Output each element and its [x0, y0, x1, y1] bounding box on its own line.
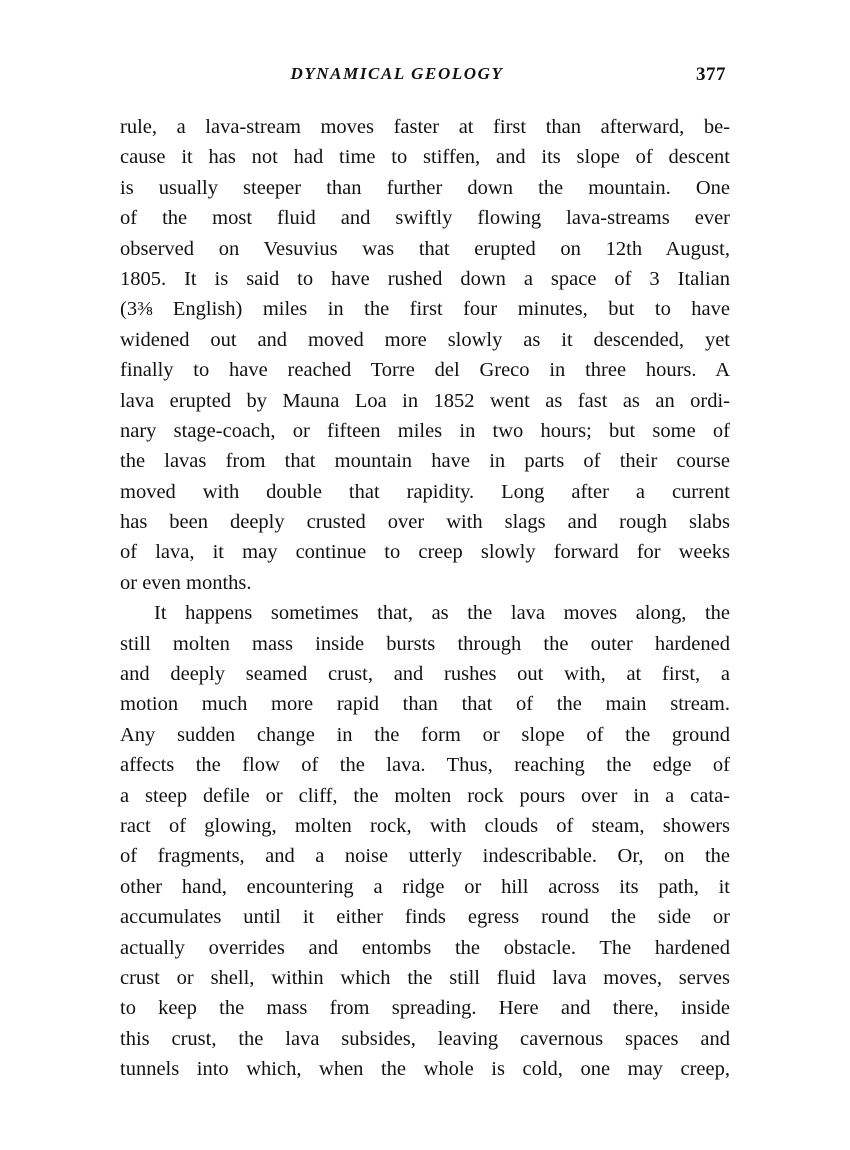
text-line: is usually steeper than further down the mountain. One	[120, 176, 730, 199]
text-line: lava erupted by Mauna Loa in 1852 went as fast as an ordi-	[120, 389, 730, 412]
text-line: actually overrides and entombs the obstacle. The hardened	[120, 936, 730, 959]
text-line: widened out and moved more slowly as it descended, yet	[120, 328, 730, 351]
body-text	[120, 112, 730, 1085]
text-line: Any sudden change in the form or slope of the ground	[120, 723, 730, 746]
text-line: or even months.	[120, 571, 252, 594]
paragraph-1	[120, 112, 730, 598]
text-line: rule, a lava-stream moves faster at first than afterward, be-	[120, 116, 730, 138]
text-line: ract of glowing, molten rock, with clouds of steam, showers	[120, 814, 730, 837]
text-line: cause it has not had time to stiffen, and its slope of descent	[120, 146, 730, 169]
text-line: moved with double that rapidity. Long after a current	[120, 480, 730, 503]
text-line: tunnels into which, when the whole is cold, one may creep,	[120, 1058, 730, 1081]
page-number: 377	[696, 64, 726, 85]
text-line: a steep defile or cliff, the molten rock pours over in a cata-	[120, 784, 730, 807]
text-line: and deeply seamed crust, and rushes out with, at first, a	[120, 663, 730, 686]
text-line: other hand, encountering a ridge or hill across its path, it	[120, 875, 730, 898]
text-line: observed on Vesuvius was that erupted on 12th August,	[120, 237, 730, 260]
text-line: 1805. It is said to have rushed down a space of 3 Italian	[120, 267, 730, 290]
text-line: It happens sometimes that, as the lava moves along, the	[154, 602, 730, 625]
text-line: finally to have reached Torre del Greco in three hours. A	[120, 359, 730, 382]
paragraph-2	[120, 598, 730, 1084]
running-head	[118, 64, 738, 94]
text-line: (3⅜ English) miles in the first four minutes, but to have	[120, 298, 730, 321]
text-line: motion much more rapid than that of the main stream.	[120, 693, 730, 716]
text-line: to keep the mass from spreading. Here and there, inside	[120, 997, 730, 1020]
text-line: of lava, it may continue to creep slowly forward for weeks	[120, 541, 730, 564]
text-line: of the most fluid and swiftly flowing lava-streams ever	[120, 207, 730, 230]
text-line: crust or shell, within which the still fluid lava moves, serves	[120, 966, 730, 989]
running-title: DYNAMICAL GEOLOGY	[290, 64, 504, 83]
text-line: the lavas from that mountain have in parts of their course	[120, 450, 730, 473]
text-line: affects the flow of the lava. Thus, reaching the edge of	[120, 754, 730, 777]
text-line: nary stage-coach, or fifteen miles in two hours; but some of	[120, 419, 730, 442]
text-line: of fragments, and a noise utterly indescribable. Or, on the	[120, 845, 730, 868]
text-line: accumulates until it either finds egress round the side or	[120, 906, 730, 929]
text-line: has been deeply crusted over with slags and rough slabs	[120, 511, 730, 534]
text-line: still molten mass inside bursts through the outer hardened	[120, 632, 730, 655]
text-line: this crust, the lava subsides, leaving cavernous spaces and	[120, 1027, 730, 1050]
